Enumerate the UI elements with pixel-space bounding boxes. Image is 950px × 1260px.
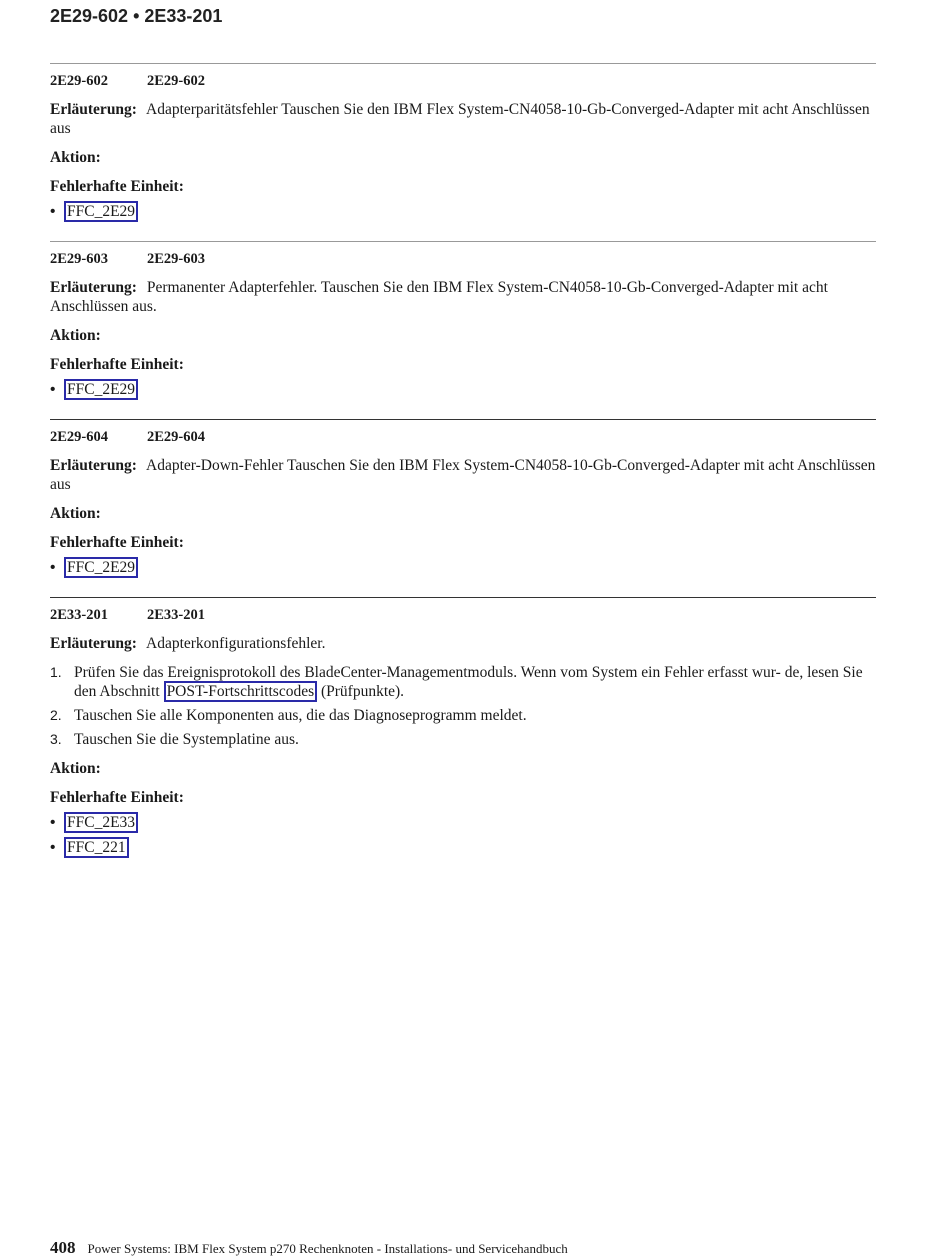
fru-item: [50, 813, 876, 833]
steps-list: [50, 663, 876, 749]
fru-label: Fehlerhafte Einheit:: [50, 534, 184, 551]
explanation: [50, 278, 876, 316]
entry-code: 2E29-603: [50, 251, 108, 267]
page-number: 408: [50, 1238, 76, 1257]
explanation-label: Erläuterung:: [50, 635, 137, 652]
fru-list: [50, 380, 876, 400]
explanation-label: Erläuterung:: [50, 457, 137, 474]
entry-code-repeat: 2E29-604: [147, 429, 205, 445]
document-body: [50, 63, 876, 877]
step-item: [50, 706, 876, 725]
explanation: [50, 456, 876, 494]
fru-label: Fehlerhafte Einheit:: [50, 178, 184, 195]
fru-link[interactable]: FFC_221: [64, 837, 129, 858]
entry-code: 2E33-201: [50, 607, 108, 623]
error-entry: [50, 597, 876, 858]
entry-code-repeat: 2E29-603: [147, 251, 205, 267]
fru-list: [50, 558, 876, 578]
step-text: Tauschen Sie alle Komponenten aus, die das Diagnoseprogramm meldet.: [74, 707, 527, 724]
step-text: Prüfen Sie das Ereignisprotokoll des BladeCenter-Managementmoduls. Wenn vom System ein Fehler erfasst wur- de, lesen Sie den Abschnitt: [74, 664, 863, 700]
explanation: [50, 100, 876, 138]
page-footer: [50, 1238, 568, 1258]
fru-item: [50, 380, 876, 400]
bullet: •: [50, 203, 56, 220]
entry-code-row: [50, 250, 876, 268]
explanation-text: Permanenter Adapterfehler. Tauschen Sie den IBM Flex System-CN4058-10-Gb-Converged-Adapter mit acht Anschlüssen aus.: [50, 279, 828, 315]
explanation-text: Adapter-Down-Fehler Tauschen Sie den IBM Flex System-CN4058-10-Gb-Converged-Adapter mit acht Anschlüssen aus: [50, 457, 876, 493]
fru-item: [50, 838, 876, 858]
page-title: 2E29-602 • 2E33-201: [50, 6, 223, 26]
entry-code-repeat: 2E33-201: [147, 607, 205, 623]
error-entry: [50, 63, 876, 222]
step-item: [50, 730, 876, 749]
footer-text: Power Systems: IBM Flex System p270 Rechenknoten - Installations- und Servicehandbuch: [87, 1241, 568, 1256]
fru-item: [50, 202, 876, 222]
explanation-label: Erläuterung:: [50, 279, 137, 296]
fru-label: Fehlerhafte Einheit:: [50, 356, 184, 373]
bullet: •: [50, 381, 56, 398]
fru-link[interactable]: FFC_2E29: [64, 201, 138, 222]
step-number: 2.: [50, 707, 62, 723]
bullet: •: [50, 814, 56, 831]
entry-code-row: [50, 428, 876, 446]
action-label: Aktion:: [50, 760, 101, 777]
bullet: •: [50, 839, 56, 856]
entry-code: 2E29-602: [50, 73, 108, 89]
fru-link[interactable]: FFC_2E29: [64, 379, 138, 400]
step-text: Tauschen Sie die Systemplatine aus.: [74, 731, 299, 748]
post-codes-link[interactable]: POST-Fortschrittscodes: [164, 681, 318, 702]
entry-code-row: [50, 72, 876, 90]
error-entry: [50, 419, 876, 578]
step-number: 1.: [50, 664, 62, 680]
fru-list: [50, 202, 876, 222]
step-text-after: (Prüfpunkte).: [320, 683, 405, 700]
action-label: Aktion:: [50, 149, 101, 166]
entry-code: 2E29-604: [50, 429, 108, 445]
explanation-text: Adapterparitätsfehler Tauschen Sie den IBM Flex System-CN4058-10-Gb-Converged-Adapter mit acht Anschlüssen aus: [50, 101, 870, 137]
entry-code-repeat: 2E29-602: [147, 73, 205, 89]
action-label: Aktion:: [50, 505, 101, 522]
step-number: 3.: [50, 731, 62, 747]
explanation-text: Adapterkonfigurationsfehler.: [146, 635, 326, 652]
fru-label: Fehlerhafte Einheit:: [50, 789, 184, 806]
step-item: [50, 663, 876, 701]
explanation-label: Erläuterung:: [50, 101, 137, 118]
fru-list: [50, 813, 876, 858]
error-entry: [50, 241, 876, 400]
fru-link[interactable]: FFC_2E29: [64, 557, 138, 578]
fru-link[interactable]: FFC_2E33: [64, 812, 138, 833]
fru-item: [50, 558, 876, 578]
explanation: [50, 634, 876, 653]
bullet: •: [50, 559, 56, 576]
entry-code-row: [50, 606, 876, 624]
action-label: Aktion:: [50, 327, 101, 344]
